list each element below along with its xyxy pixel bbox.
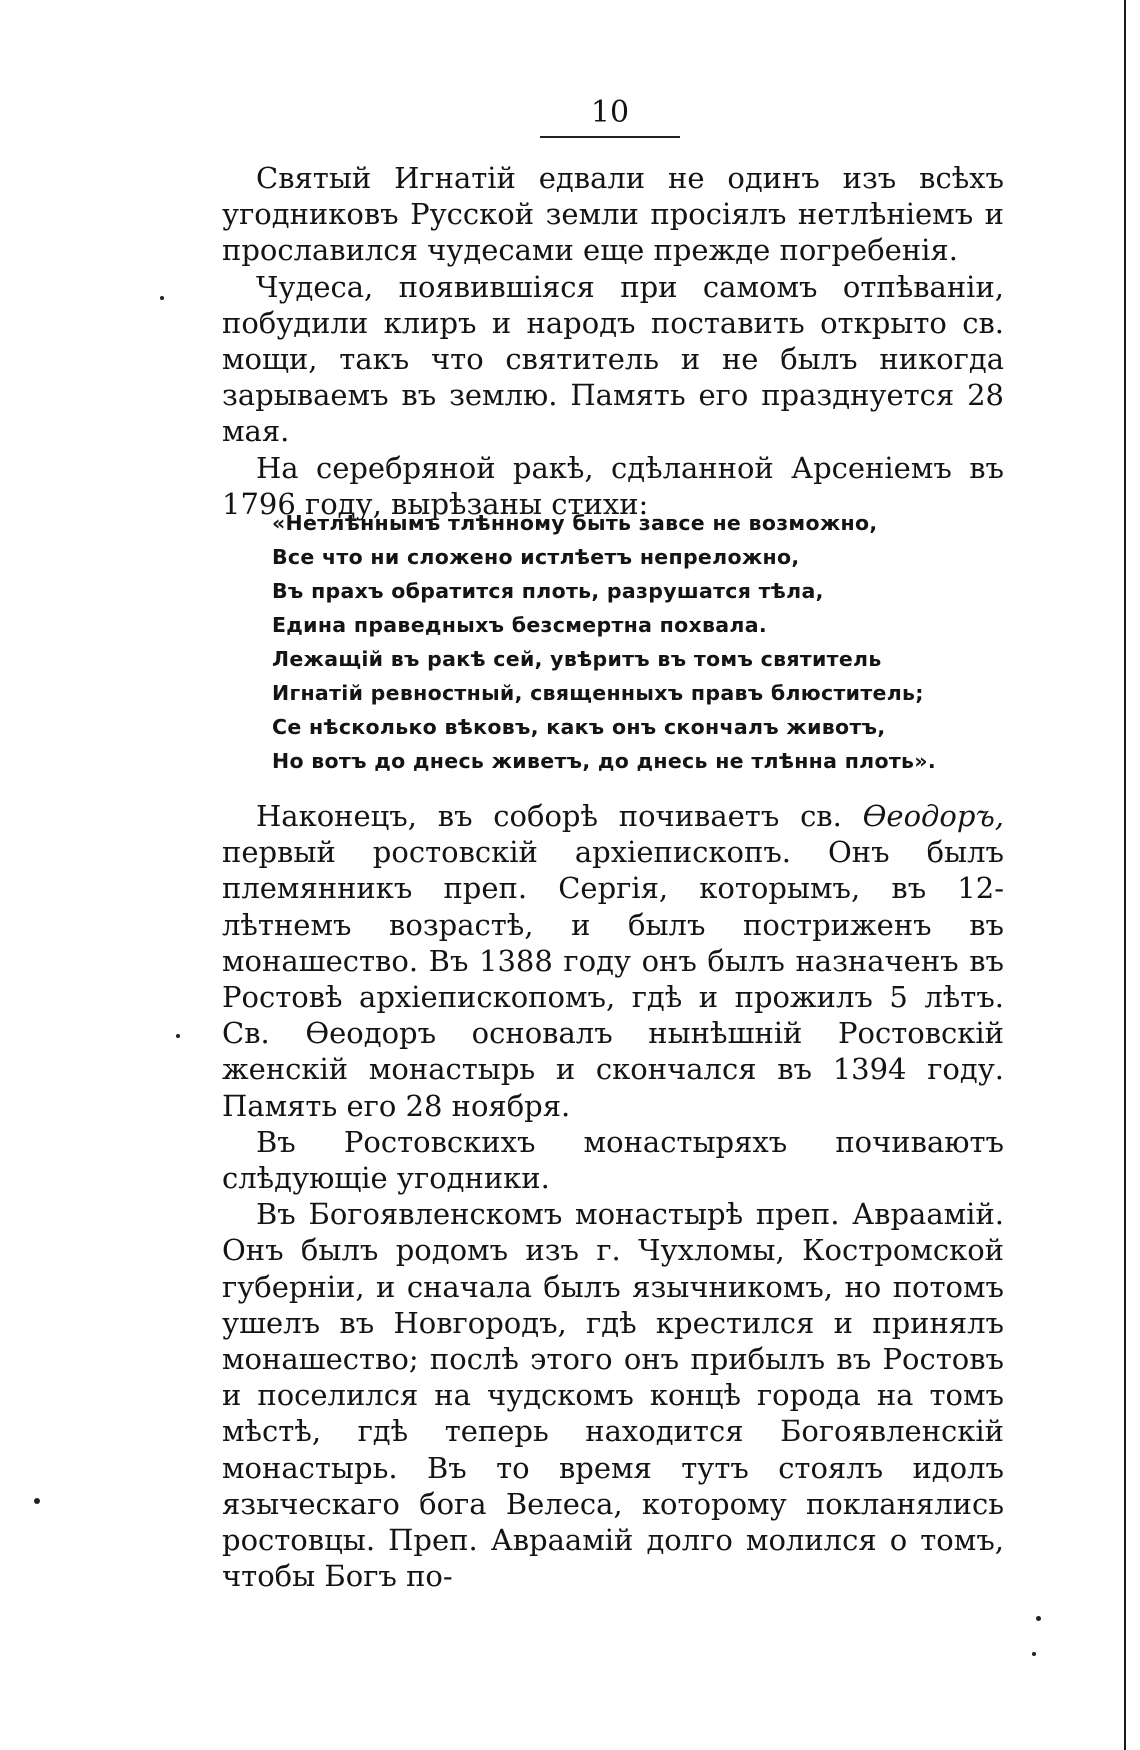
poem-line: Все что ни сложено истлѣетъ непреложно, — [272, 545, 800, 569]
poem-line: «Нетлѣннымъ тлѣнному быть завсе не возможно, — [272, 511, 878, 535]
intro-text-block — [222, 160, 1004, 522]
poem-line: Но вотъ до днесь живетъ, до днесь не тлѣнна плоть». — [272, 749, 936, 773]
theodore-text-before: Наконецъ, въ соборѣ почиваетъ св. — [256, 799, 863, 833]
paragraph-abraham: Въ Богоявленскомъ монастырѣ преп. Авраамій. Онъ былъ родомъ изъ г. Чухломы, Костромской губерніи, и сначала былъ язычникомъ, но потомъ ушелъ въ Новгородъ, гдѣ крестился и принялъ монашество; послѣ этого онъ прибылъ въ Ростовъ и поселился на чудскомъ концѣ города на томъ мѣстѣ, гдѣ теперь находится Богоявленскій монастырь. Въ то время тутъ стоялъ идолъ языческаго бога Велеса, которому покланялись ростовцы. Преп. Авраамій долго молился о томъ, чтобы Богъ по- — [222, 1197, 1004, 1594]
scan-speck — [34, 1498, 40, 1504]
poem-line: Лежащій въ ракѣ сей, увѣритъ въ томъ святитель — [272, 647, 882, 671]
page-number: 10 — [590, 95, 630, 130]
page-edge-line — [1124, 0, 1126, 1750]
poem-line: Въ прахъ обратится плоть, разрушатся тѣла, — [272, 579, 824, 603]
header-rule — [540, 136, 680, 138]
poem-line: Се нѣсколько вѣковъ, какъ онъ скончалъ животъ, — [272, 715, 886, 739]
paragraph-theodore — [222, 798, 1004, 1124]
paragraph-silver-shrine: На серебряной ракѣ, сдѣланной Арсеніемъ въ 1796 году, вырѣзаны стихи: — [222, 450, 1004, 521]
paragraph-rostov-monasteries: Въ Ростовскихъ монастыряхъ почиваютъ слѣдующіе угодники. — [222, 1124, 1004, 1196]
shrine-inscription-poem — [272, 506, 1002, 778]
scan-speck — [1032, 1652, 1036, 1656]
paragraph-ignatius-relics: Святый Игнатій едвали не одинъ изъ всѣхъ угодниковъ Русской земли просіялъ нетлѣніемъ и прославился чудесами еще прежде погребенія. — [222, 161, 1004, 268]
scan-speck — [176, 1034, 180, 1038]
scan-speck — [1036, 1616, 1041, 1621]
paragraph-miracles: Чудеса, появившіяся при самомъ отпѣваніи, побудили клиръ и народъ поставить открыто св. мощи, такъ что святитель и не былъ никогда зарываемъ въ землю. Память его празднуется 28 мая. — [222, 269, 1004, 449]
theodore-name: Ѳеодоръ, — [862, 799, 1004, 833]
theodore-text-after: первый ростовскій архіепископъ. Онъ былъ племянникъ преп. Сергія, которымъ, въ 12-лѣтнемъ возрастѣ, и былъ постриженъ въ монашество. Въ 1388 году онъ былъ назначенъ въ Ростовѣ архіепископомъ, гдѣ и прожилъ 5 лѣтъ. Св. Ѳеодоръ основалъ нынѣшній Ростовскій женскій монастырь и скончался въ 1394 году. Память его 28 ноября. — [222, 835, 1004, 1123]
poem-line: Игнатій ревностный, священныхъ правъ блюститель; — [272, 681, 924, 705]
main-text-block — [222, 798, 1004, 1594]
poem-line: Едина праведныхъ безсмертна похвала. — [272, 613, 767, 637]
scan-speck — [160, 296, 164, 300]
